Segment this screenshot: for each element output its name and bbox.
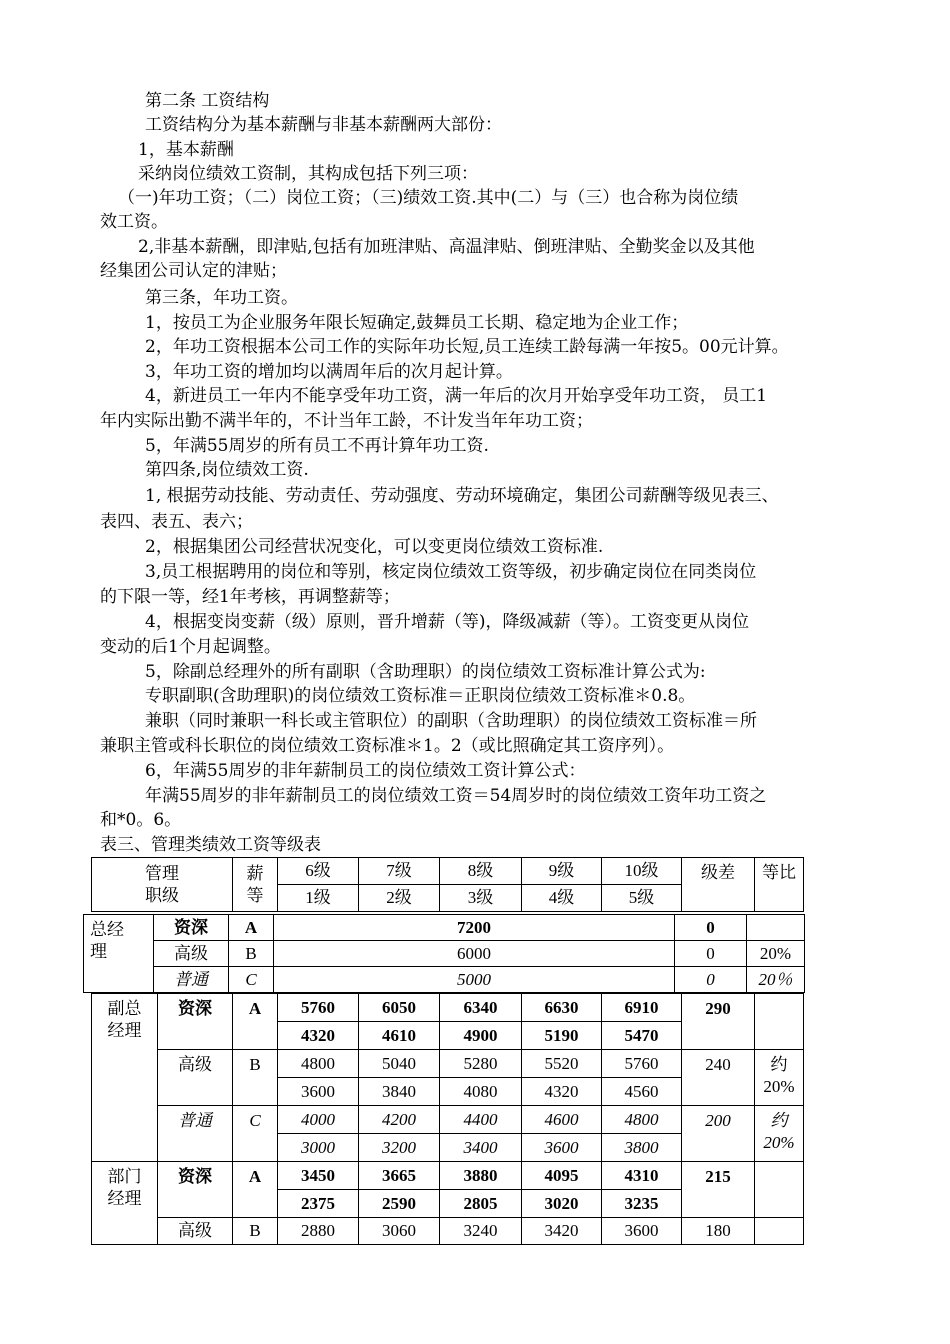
vgm-value: 5520 (522, 1050, 602, 1078)
salary-table-gm (83, 914, 805, 993)
gm-diff: 0 (675, 915, 747, 941)
gm-label-line: 总经 (90, 920, 124, 939)
vgm-value: 4400 (440, 1106, 522, 1134)
gm-code: A (229, 915, 274, 941)
table-caption: 表三、管理类绩效工资等级表 (100, 835, 321, 855)
gm-diff: 0 (675, 941, 747, 967)
paragraph-line: 和*0。6。 (100, 810, 182, 830)
dm-label-line: 部门 (107, 1167, 142, 1186)
header-level-top: 9级 (522, 858, 602, 885)
vgm-label-line: 副总 (107, 999, 142, 1018)
gm-code: C (229, 967, 274, 993)
salary-table-header (91, 857, 804, 912)
header-level-top: 8级 (440, 858, 522, 885)
vgm-code: B (233, 1050, 278, 1106)
vgm-value: 6630 (522, 994, 602, 1022)
vgm-level: 资深 (158, 994, 233, 1050)
paragraph-line: （一)年功工资；（二）岗位工资；（三)绩效工资.其中(二）与（三）也合称为岗位绩 (118, 188, 739, 208)
paragraph-line: 兼职（同时兼职一科长或主管职位）的副职（含助理职）的岗位绩效工资标准＝所 (145, 711, 757, 731)
paragraph-line: 工资结构分为基本薪酬与非基本薪酬两大部份： (145, 115, 502, 135)
header-grade-line: 等 (246, 885, 264, 905)
vgm-value: 3800 (602, 1134, 682, 1162)
vgm-value: 5040 (359, 1050, 440, 1078)
dm-level: 高级 (158, 1218, 233, 1245)
vgm-value: 4200 (359, 1106, 440, 1134)
vgm-value: 4610 (359, 1022, 440, 1050)
vgm-value: 3600 (278, 1078, 359, 1106)
vgm-value: 5760 (602, 1050, 682, 1078)
paragraph-line: 的下限一等，经1年考核，再调整薪等； (100, 587, 400, 607)
paragraph-line: 6，年满55周岁的非年薪制员工的岗位绩效工资计算公式： (145, 761, 586, 781)
paragraph-line: 2，根据集团公司经营状况变化，可以变更岗位绩效工资标准. (145, 537, 604, 557)
paragraph-line: 3,员工根据聘用的岗位和等别，核定岗位绩效工资等级，初步确定岗位在同类岗位 (145, 562, 757, 582)
dm-diff: 180 (682, 1218, 755, 1245)
dm-value: 3450 (278, 1162, 359, 1190)
dm-value: 3240 (440, 1218, 522, 1245)
dm-code: B (233, 1218, 278, 1245)
gm-label-line: 理 (90, 942, 107, 961)
header-level-bottom: 5级 (602, 885, 682, 912)
paragraph-line: 5，除副总经理外的所有副职（含助理职）的岗位绩效工资标准计算公式为: (145, 662, 706, 682)
header-position-line: 职级 (145, 885, 179, 905)
vgm-value: 6340 (440, 994, 522, 1022)
header-position-line: 管理 (145, 863, 179, 883)
vgm-value: 4800 (278, 1050, 359, 1078)
vgm-value: 3000 (278, 1134, 359, 1162)
dm-value: 3060 (359, 1218, 440, 1245)
dm-value: 2375 (278, 1190, 359, 1218)
vgm-ratio-line: 20% (763, 1133, 795, 1152)
dm-value: 3880 (440, 1162, 522, 1190)
paragraph-line: 1, 根据劳动技能、劳动责任、劳动强度、劳动环境确定，集团公司薪酬等级见表三、 (145, 486, 779, 506)
dm-value: 2880 (278, 1218, 359, 1245)
vgm-level: 普通 (158, 1106, 233, 1162)
header-level-top: 7级 (359, 858, 440, 885)
dm-value: 3665 (359, 1162, 440, 1190)
paragraph-line: 4，根据变岗变薪（级）原则，晋升增薪（等)，降级减薪（等）。工资变更从岗位 (145, 612, 749, 632)
gm-ratio (747, 915, 805, 941)
header-level-bottom: 1级 (278, 885, 359, 912)
dm-label-line: 经理 (107, 1189, 142, 1208)
paragraph-line: 年满55周岁的非年薪制员工的岗位绩效工资＝54周岁时的岗位绩效工资年功工资之 (145, 786, 767, 806)
vgm-value: 3840 (359, 1078, 440, 1106)
gm-level: 资深 (154, 915, 229, 941)
vgm-ratio-line: 20% (763, 1077, 795, 1096)
paragraph-line: 兼职主管或科长职位的岗位绩效工资标准＊1。2（或比照确定其工资序列）。 (100, 736, 675, 756)
vgm-ratio-line: 约 (770, 1111, 788, 1130)
vgm-ratio-cell (755, 1106, 804, 1162)
vgm-value: 4080 (440, 1078, 522, 1106)
gm-ratio: 20% (747, 941, 805, 967)
vgm-label-cell (92, 994, 158, 1162)
header-level-bottom: 2级 (359, 885, 440, 912)
vgm-ratio-line: 约 (770, 1055, 788, 1074)
dm-label-cell (92, 1162, 158, 1245)
vgm-code: A (233, 994, 278, 1050)
paragraph-line: 变动的后1个月起调整。 (100, 637, 281, 657)
header-position-cell (92, 858, 233, 912)
header-grade-cell (233, 858, 278, 912)
vgm-ratio-cell (755, 1050, 804, 1106)
vgm-value: 6050 (359, 994, 440, 1022)
gm-value: 6000 (274, 941, 675, 967)
dm-level: 资深 (158, 1162, 233, 1218)
paragraph-line: 5，年满55周岁的所有员工不再计算年功工资. (145, 436, 489, 456)
dm-value: 3600 (602, 1218, 682, 1245)
dm-code: A (233, 1162, 278, 1218)
vgm-value: 4600 (522, 1106, 602, 1134)
vgm-value: 5190 (522, 1022, 602, 1050)
vgm-value: 4900 (440, 1022, 522, 1050)
gm-level: 高级 (154, 941, 229, 967)
paragraph-line: 3，年功工资的增加均以满周年后的次月起计算。 (145, 362, 513, 382)
gm-label-cell (84, 915, 154, 993)
vgm-value: 5470 (602, 1022, 682, 1050)
dm-value: 3420 (522, 1218, 602, 1245)
gm-value: 5000 (274, 967, 675, 993)
vgm-level: 高级 (158, 1050, 233, 1106)
vgm-diff: 290 (682, 994, 755, 1050)
gm-ratio: 20％ (747, 967, 805, 993)
gm-value: 7200 (274, 915, 675, 941)
dm-value: 3235 (602, 1190, 682, 1218)
vgm-value: 4000 (278, 1106, 359, 1134)
paragraph-line: 年内实际出勤不满半年的，不计当年工龄，不计发当年年功工资； (100, 411, 593, 431)
gm-level: 普通 (154, 967, 229, 993)
vgm-value: 4320 (278, 1022, 359, 1050)
dm-ratio-empty (755, 1218, 804, 1245)
gm-code: B (229, 941, 274, 967)
dm-diff: 215 (682, 1162, 755, 1218)
vgm-diff: 200 (682, 1106, 755, 1162)
dm-value: 3020 (522, 1190, 602, 1218)
paragraph-line: 效工资。 (100, 212, 168, 232)
vgm-value: 4800 (602, 1106, 682, 1134)
salary-table-managers (91, 993, 804, 1245)
dm-value: 2805 (440, 1190, 522, 1218)
paragraph-line: 1，基本薪酬 (138, 140, 234, 160)
vgm-value: 6910 (602, 994, 682, 1022)
paragraph-line: 表四、表五、表六； (100, 512, 253, 532)
paragraph-line: 采纳岗位绩效工资制，其构成包括下列三项： (138, 164, 478, 184)
vgm-value: 3200 (359, 1134, 440, 1162)
paragraph-line: 4，新进员工一年内不能享受年功工资，满一年后的次月开始享受年功工资， 员工1 (145, 386, 768, 406)
header-grade-line: 薪 (246, 863, 264, 883)
vgm-value: 3400 (440, 1134, 522, 1162)
header-ratio: 等比 (755, 858, 804, 912)
gm-diff: 0 (675, 967, 747, 993)
paragraph-line: 1，按员工为企业服务年限长短确定,鼓舞员工长期、稳定地为企业工作； (145, 313, 689, 333)
header-level-bottom: 4级 (522, 885, 602, 912)
vgm-diff: 240 (682, 1050, 755, 1106)
vgm-value: 4320 (522, 1078, 602, 1106)
paragraph-line: 专职副职(含助理职)的岗位绩效工资标准＝正职岗位绩效工资标准＊0.8。 (145, 686, 696, 706)
vgm-code: C (233, 1106, 278, 1162)
paragraph-line: 经集团公司认定的津贴； (100, 261, 287, 281)
header-level-top: 6级 (278, 858, 359, 885)
dm-ratio (755, 1162, 804, 1218)
dm-value: 4095 (522, 1162, 602, 1190)
header-level-bottom: 3级 (440, 885, 522, 912)
paragraph-line: 第四条,岗位绩效工资. (145, 460, 309, 480)
paragraph-line: 2，年功工资根据本公司工作的实际年功长短,员工连续工龄每满一年按5。00元计算。 (145, 337, 789, 357)
dm-value: 4310 (602, 1162, 682, 1190)
paragraph-line: 第三条，年功工资。 (145, 288, 298, 308)
vgm-ratio (755, 994, 804, 1050)
vgm-value: 4560 (602, 1078, 682, 1106)
dm-value: 2590 (359, 1190, 440, 1218)
header-level-top: 10级 (602, 858, 682, 885)
paragraph-line: 第二条 工资结构 (145, 91, 270, 111)
vgm-value: 5760 (278, 994, 359, 1022)
header-diff: 级差 (682, 858, 755, 912)
vgm-label-line: 经理 (107, 1021, 142, 1040)
paragraph-line: 2,非基本薪酬，即津贴,包括有加班津贴、高温津贴、倒班津贴、全勤奖金以及其他 (138, 237, 755, 257)
vgm-value: 5280 (440, 1050, 522, 1078)
vgm-value: 3600 (522, 1134, 602, 1162)
